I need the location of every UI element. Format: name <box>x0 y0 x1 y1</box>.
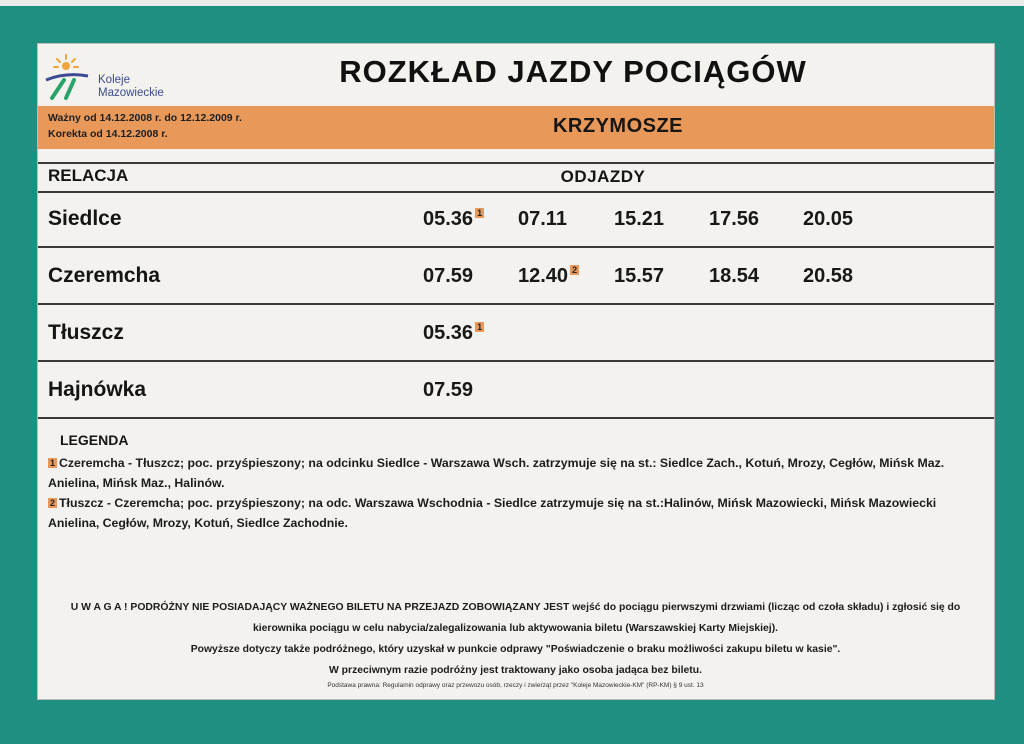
table-header <box>38 162 994 193</box>
departure-time-value: 07.59 <box>423 379 474 401</box>
departure-time <box>614 265 664 288</box>
correction-date: Korekta od 14.12.2008 r. <box>48 128 168 140</box>
departure-time <box>709 265 759 288</box>
departure-time <box>518 265 579 288</box>
departure-time-value: 12.40 <box>518 265 569 287</box>
legend-item <box>48 453 978 493</box>
table-row <box>38 191 994 248</box>
legend-title: LEGENDA <box>60 432 129 448</box>
notice-line-2: Powyższe dotyczy także podróżnego, który uzyskał w punkcie odprawy "Poświadczenie o braku możliwości zakupu biletu w kasie". <box>190 644 841 655</box>
legend-item <box>48 493 978 533</box>
destination-name: Czeremcha <box>48 264 161 287</box>
footnote-mark: 2 <box>50 498 56 508</box>
footnote-mark: 1 <box>477 322 483 332</box>
footnote-mark: 1 <box>477 208 483 218</box>
departure-time-value: 15.57 <box>614 265 665 287</box>
departure-time-value: 05.36 <box>423 208 474 230</box>
departure-time <box>803 208 853 231</box>
departure-time-value: 05.36 <box>423 322 474 344</box>
departure-time <box>803 265 853 288</box>
legal-basis: Podstawa prawna: Regulamin odprawy oraz przewozu osób, rzeczy i zwierząt przez "Koleje Mazowieckie-KM" (RP-KM) § 9 ust. 13 <box>327 682 704 689</box>
brand-name <box>98 74 164 100</box>
page-title: ROZKŁAD JAZDY POCIĄGÓW <box>339 54 807 89</box>
brand-line-1: Koleje <box>98 74 130 86</box>
validity-period: Ważny od 14.12.2008 r. do 12.12.2009 r. <box>48 112 242 124</box>
departure-time <box>518 208 567 231</box>
destination-name: Hajnówka <box>48 378 147 401</box>
validity-info <box>48 110 242 142</box>
footnote-mark: 1 <box>50 458 56 468</box>
frame-top-edge <box>0 0 1024 6</box>
footnote-mark: 2 <box>572 265 578 275</box>
destination-name: Siedlce <box>48 207 122 230</box>
departure-time <box>423 208 484 231</box>
station-name: KRZYMOSZE <box>552 115 684 137</box>
destination-name: Tłuszcz <box>48 321 124 344</box>
table-row <box>38 362 994 419</box>
departure-time-value: 20.05 <box>803 208 854 230</box>
koleje-mazowieckie-logo <box>42 52 192 102</box>
timetable-board <box>37 43 995 700</box>
departure-time-value: 07.11 <box>518 208 567 230</box>
departure-time-value: 07.59 <box>423 265 474 287</box>
header-odjazdy: ODJAZDY <box>560 167 646 186</box>
legend-text: Czeremcha - Tłuszcz; poc. przyśpieszony; na odcinku Siedlce - Warszawa Wsch. zatrzymuje się na st.: Siedlce Zach., Kotuń, Mrozy, Cegłów, Mińsk Maz. Anielina, Mińsk Maz., Halinów. <box>48 456 945 490</box>
station-band <box>38 106 994 149</box>
legend-text: Tłuszcz - Czeremcha; poc. przyśpieszony; na odc. Warszawa Wschodnia - Siedlce zatrzymuje się na st.:Halinów, Mińsk Mazowiecki, Mińsk Mazowiecki Anielina, Cegłów, Mrozy, Kotuń, Siedlce Zachodnie. <box>48 496 937 530</box>
legend <box>48 453 978 533</box>
ticket-notice <box>58 597 973 681</box>
departure-time-value: 15.21 <box>614 208 665 230</box>
departure-time <box>709 208 759 231</box>
table-row <box>38 305 994 362</box>
departure-time <box>423 322 484 345</box>
departure-time-value: 20.58 <box>803 265 854 287</box>
departure-time <box>614 208 664 231</box>
table-row <box>38 248 994 305</box>
departure-time-value: 18.54 <box>709 265 760 287</box>
departure-time <box>423 379 473 402</box>
notice-line-3: W przeciwnym razie podróżny jest traktowany jako osoba jadąca bez biletu. <box>328 665 702 676</box>
departure-time-value: 17.56 <box>709 208 760 230</box>
sun-rail-logo-icon <box>42 52 98 102</box>
notice-line-1: U W A G A ! PODRÓŻNY NIE POSIADAJĄCY WAŻNEGO BILETU NA PRZEJAZD ZOBOWIĄZANY JEST wejść do pociągu pierwszymi drzwiami (licząc od czoła składu) i zgłosić się do kierownika pociągu w celu nabycia/zalegalizowania lub aktywowania biletu (Warszawskiej Karty Miejskiej). <box>70 602 961 634</box>
header-relacja: RELACJA <box>48 166 129 185</box>
departure-time <box>423 265 473 288</box>
brand-line-2: Mazowieckie <box>98 87 164 99</box>
